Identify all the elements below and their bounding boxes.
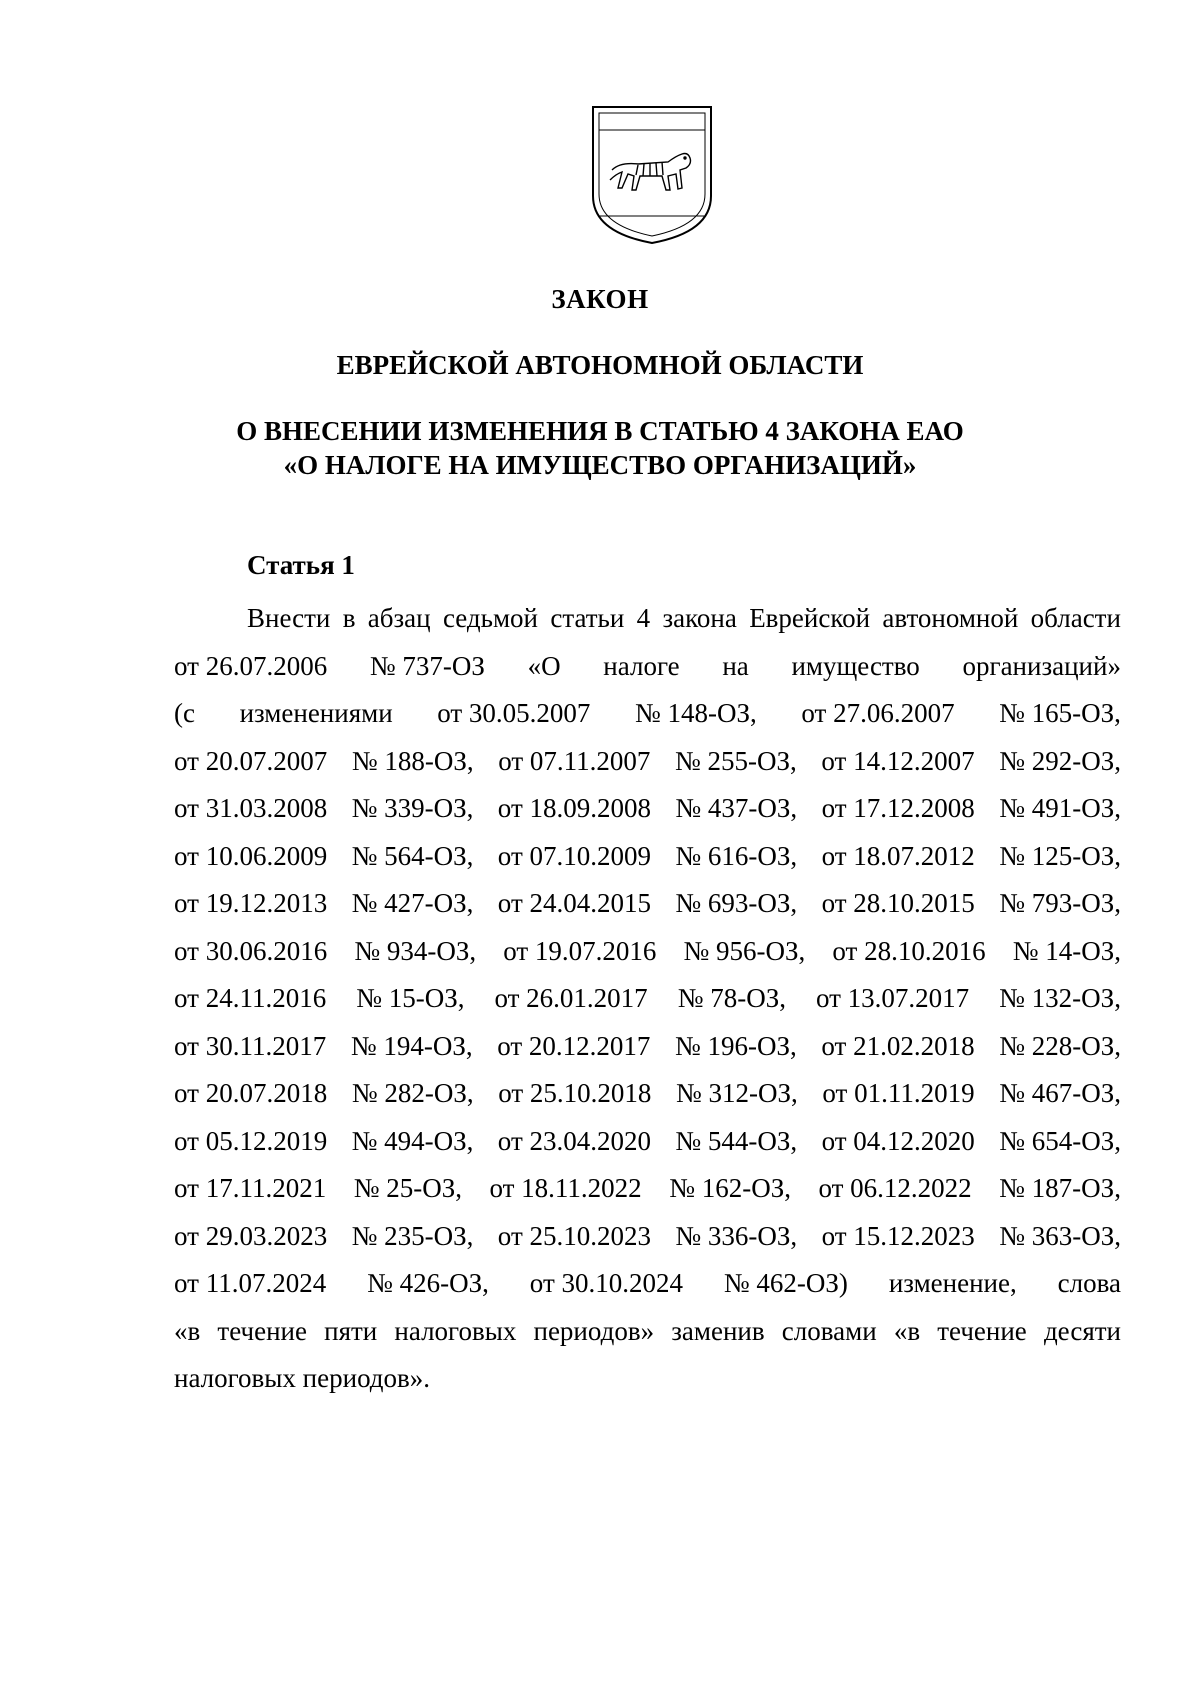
- word: от 26.01.2017: [494, 983, 648, 1013]
- word: от 06.12.2022: [818, 1173, 972, 1203]
- word: № 491-ОЗ,: [999, 793, 1121, 823]
- word: № 544-ОЗ,: [675, 1125, 798, 1156]
- law-subject-line: О ВНЕСЕНИИ ИЗМЕНЕНИЯ В СТАТЬЮ 4 ЗАКОНА ЕАО: [236, 416, 964, 446]
- word: 4: [636, 603, 651, 633]
- paragraph-line: [174, 595, 1121, 643]
- word: от 17.11.2021: [174, 1173, 327, 1203]
- word: от 11.07.2024: [174, 1268, 327, 1298]
- word: заменив: [671, 1315, 765, 1346]
- word: № 235-ОЗ,: [351, 1220, 474, 1251]
- word: автономной: [882, 603, 1019, 633]
- word: от 25.10.2023: [497, 1220, 651, 1251]
- word: пяти: [324, 1315, 378, 1346]
- paragraph-line: [174, 1213, 1121, 1261]
- paragraph-line: [174, 785, 1121, 833]
- word: № 187-ОЗ,: [999, 1173, 1121, 1203]
- word: от 25.10.2018: [498, 1078, 652, 1108]
- word: от 21.02.2018: [821, 1030, 975, 1061]
- word: от 15.12.2023: [821, 1220, 975, 1251]
- word: от 24.04.2015: [497, 888, 651, 918]
- tiger-coat-of-arms-icon: [590, 104, 714, 246]
- word: области: [1030, 603, 1121, 633]
- word: № 25-ОЗ,: [353, 1173, 462, 1203]
- region-title: ЕВРЕЙСКОЙ АВТОНОМНОЙ ОБЛАСТИ: [336, 350, 864, 380]
- word: № 426-ОЗ,: [367, 1268, 489, 1298]
- word: № 292-ОЗ,: [999, 745, 1121, 776]
- word: закона: [662, 603, 737, 633]
- word: налоге: [603, 650, 680, 681]
- paragraph-line: [174, 643, 1121, 691]
- word: № 339-ОЗ,: [351, 793, 474, 823]
- word: от 01.11.2019: [822, 1078, 975, 1108]
- paragraph-line: [174, 738, 1121, 786]
- word: от 27.06.2007: [801, 698, 955, 728]
- word: № 165-ОЗ,: [999, 698, 1121, 728]
- paragraph-line: [174, 928, 1121, 976]
- article-heading: Статья 1: [247, 550, 355, 580]
- word: от 26.07.2006: [174, 650, 328, 681]
- word: «в: [893, 1315, 921, 1346]
- word: № 162-ОЗ,: [669, 1173, 791, 1203]
- word: № 255-ОЗ,: [675, 745, 797, 776]
- law-subject-line: «О НАЛОГЕ НА ИМУЩЕСТВО ОРГАНИЗАЦИЙ»: [283, 450, 917, 480]
- word: № 14-ОЗ,: [1012, 935, 1121, 966]
- word: от 29.03.2023: [174, 1220, 328, 1251]
- word: от 05.12.2019: [174, 1125, 328, 1156]
- word: от 10.06.2009: [174, 840, 328, 871]
- word: от 04.12.2020: [821, 1125, 975, 1156]
- word: № 737-ОЗ: [369, 650, 485, 681]
- word: № 196-ОЗ,: [675, 1030, 797, 1061]
- word: от 23.04.2020: [497, 1125, 651, 1156]
- word: словами: [781, 1315, 877, 1346]
- word: десяти: [1043, 1315, 1121, 1346]
- word: от 13.07.2017: [815, 983, 970, 1013]
- word: от 24.11.2016: [174, 983, 327, 1013]
- word: № 467-ОЗ,: [999, 1078, 1121, 1108]
- word: от 30.11.2017: [174, 1030, 327, 1061]
- paragraph-line: [174, 1260, 1121, 1308]
- word: № 427-ОЗ,: [351, 888, 474, 918]
- word: налоговых периодов».: [174, 1363, 431, 1393]
- word: (с: [174, 698, 195, 728]
- word: налоговых: [394, 1315, 517, 1346]
- article-body: [174, 595, 1121, 1403]
- word: № 437-ОЗ,: [675, 793, 798, 823]
- word: «в: [174, 1315, 201, 1346]
- word: на: [722, 650, 749, 681]
- word: № 15-ОЗ,: [356, 983, 465, 1013]
- word: Внести: [247, 603, 331, 633]
- word: статьи: [550, 603, 625, 633]
- law-subject-title: [0, 414, 1200, 482]
- word: № 693-ОЗ,: [675, 888, 798, 918]
- word: седьмой: [442, 603, 538, 633]
- word: от 17.12.2008: [821, 793, 975, 823]
- word: Еврейской: [749, 603, 871, 633]
- word: от 28.10.2015: [821, 888, 975, 918]
- word: № 564-ОЗ,: [351, 840, 474, 871]
- word: течение: [217, 1315, 307, 1346]
- word: от 30.06.2016: [174, 935, 328, 966]
- word: «О: [527, 650, 561, 681]
- word: от 19.07.2016: [503, 935, 657, 966]
- paragraph-line: [174, 1070, 1121, 1118]
- paragraph-line: [174, 1118, 1121, 1166]
- word: № 934-ОЗ,: [354, 935, 477, 966]
- word: № 282-ОЗ,: [351, 1078, 474, 1108]
- word: № 228-ОЗ,: [999, 1030, 1121, 1061]
- word: от 07.10.2009: [497, 840, 651, 871]
- word: от 14.12.2007: [821, 745, 975, 776]
- word: организаций»: [962, 650, 1121, 681]
- word: № 125-ОЗ,: [999, 840, 1121, 871]
- word: абзац: [367, 603, 431, 633]
- word: № 194-ОЗ,: [350, 1030, 473, 1061]
- word: № 363-ОЗ,: [999, 1220, 1121, 1251]
- word: от 28.10.2016: [832, 935, 986, 966]
- word: слова: [1057, 1268, 1121, 1298]
- document-type-title: ЗАКОН: [551, 284, 649, 314]
- word: изменение,: [888, 1268, 1017, 1298]
- paragraph-line: [174, 1355, 1121, 1403]
- word: имущество: [791, 650, 920, 681]
- paragraph-line: [174, 975, 1121, 1023]
- word: от 18.09.2008: [497, 793, 651, 823]
- word: от 07.11.2007: [498, 745, 651, 776]
- paragraph-line: [174, 833, 1121, 881]
- word: № 78-ОЗ,: [677, 983, 786, 1013]
- word: № 312-ОЗ,: [676, 1078, 798, 1108]
- word: от 30.05.2007: [437, 698, 591, 728]
- word: № 793-ОЗ,: [999, 888, 1121, 918]
- word: от 20.07.2018: [174, 1078, 328, 1108]
- word: № 494-ОЗ,: [351, 1125, 474, 1156]
- paragraph-line: [174, 1308, 1121, 1356]
- word: от 20.12.2017: [497, 1030, 651, 1061]
- word: в: [342, 603, 356, 633]
- word: от 18.07.2012: [821, 840, 975, 871]
- word: от 30.10.2024: [529, 1268, 683, 1298]
- word: от 19.12.2013: [174, 888, 328, 918]
- word: течение: [937, 1315, 1027, 1346]
- paragraph-line: [174, 1165, 1121, 1213]
- word: от 20.07.2007: [174, 745, 328, 776]
- word: № 336-ОЗ,: [675, 1220, 798, 1251]
- word: № 616-ОЗ,: [675, 840, 798, 871]
- paragraph-line: [174, 880, 1121, 928]
- word: № 462-ОЗ): [723, 1268, 848, 1298]
- paragraph-line: [174, 1023, 1121, 1071]
- word: № 148-ОЗ,: [635, 698, 757, 728]
- word: изменениями: [239, 698, 393, 728]
- paragraph-line: [174, 690, 1121, 738]
- word: № 956-ОЗ,: [683, 935, 806, 966]
- word: № 132-ОЗ,: [999, 983, 1121, 1013]
- word: № 654-ОЗ,: [999, 1125, 1121, 1156]
- word: № 188-ОЗ,: [351, 745, 474, 776]
- word: от 31.03.2008: [174, 793, 328, 823]
- word: от 18.11.2022: [489, 1173, 642, 1203]
- word: периодов»: [533, 1315, 655, 1346]
